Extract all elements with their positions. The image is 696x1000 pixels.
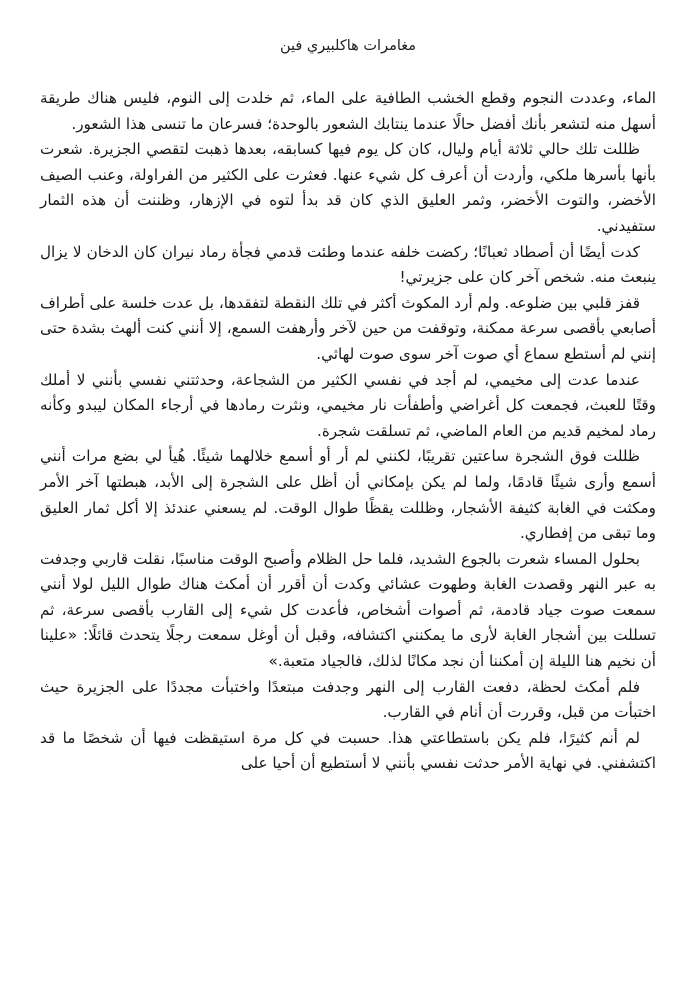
paragraph: لم أنم كثيرًا، فلم يكن باستطاعتي هذا. حسبت في كل مرة استيقظت فيها أن شخصًا ما قد اكتشفني. في نهاية الأمر حدثت نفسي بأنني لا أستطيع أن أحيا على bbox=[40, 728, 656, 773]
paragraph: عندما عدت إلى مخيمي، لم أجد في نفسي الكثير من الشجاعة، وحدثتني نفسي بأنني لا أملك وقتًا للعبث، فجمعت كل أغراضي وأطفأت نار مخيمي، ونثرت رمادها في أرجاء المكان ليبدو وكأنه رماد لمخيم قديم من العام الماضي، ثم تسلقت شجرة. bbox=[40, 370, 656, 440]
running-header-title: مغامرات هاكلبيري فين bbox=[279, 38, 417, 54]
paragraph: فلم أمكث لحظة، دفعت القارب إلى النهر وجدفت مبتعدًا واختبأت مجددًا على الجزيرة حيث اختبأت من قبل، وقررت أن أنام في القارب. bbox=[40, 677, 656, 722]
paragraph: كدت أيضًا أن أصطاد ثعبانًا؛ ركضت خلفه عندما وطئت قدمي فجأة رماد نيران كان الدخان لا يزال ينبعث منه. شخص آخر كان على جزيرتي! bbox=[40, 242, 656, 287]
paragraph: ظللت فوق الشجرة ساعتين تقريبًا، لكنني لم أر أو أسمع خلالهما شيئًا. هُيأ لي بضع مرات أنني أسمع وأرى شيئًا قادمًا، ولما لم يكن بإمكاني أن أظل على الشجرة إلى الأبد، هبطتها آخر الأمر ومكثت في الغابة كثيفة الأشجار، وظللت يقظًا طوال الوقت. لم يسعني عندئذ إلا أكل ثمار العليق وما تبقى من إفطاري. bbox=[40, 447, 656, 543]
paragraph: ظللت تلك حالي ثلاثة أيام وليال، كان كل يوم فيها كسابقه، بعدها ذهبت لتقصي الجزيرة. شعرت بأنها بأسرها ملكي، وأردت أن أعرف كل شيء عنها. فعثرت على الكثير من الفراولة، وعنب الصيف الأخضر، والتوت الأخضر، وثمر العليق الذي كان قد بدأ لتوه في الإزهار، وظننت أن هذه الثمار ستفيدني. bbox=[40, 140, 656, 235]
paragraph: قفز قلبي بين ضلوعه. ولم أرد المكوث أكثر في تلك النقطة لتفقدها، بل عدت خلسة على أطراف أصابعي بأقصى سرعة ممكنة، وتوقفت من حين لآخر وأرهفت السمع، إلا أنني كنت ألهث بشدة حتى إنني لم أستطع سماع أي صوت آخر سوى صوت لهاثي. bbox=[40, 293, 656, 363]
body-text bbox=[40, 86, 656, 777]
paragraph-continued: الماء، وعددت النجوم وقطع الخشب الطافية على الماء، ثم خلدت إلى النوم، فليس هناك طريقة أسهل منه لتشعر بأنك أفضل حالًا عندما ينتابك الشعور بالوحدة؛ فسرعان ما تنسى هذا الشعور. bbox=[40, 89, 656, 133]
paragraph: بحلول المساء شعرت بالجوع الشديد، فلما حل الظلام وأصبح الوقت مناسبًا، نقلت قاربي وجدفت به عبر النهر وقصدت الغابة وطهوت عشائي وكدت أن أقرر أن أمكث هناك طوال الليل لولا أنني سمعت صوت جياد قادمة، ثم أصوات أشخاص، فأعدت كل شيء إلى القارب بأقصى سرعة، ثم تسللت بين أشجار الغابة لأرى ما يمكنني اكتشافه، وقبل أن أوغل سمعت رجلًا يتحدث قائلًا: «علينا أن نخيم هنا الليلة إن أمكننا أن نجد مكانًا لذلك، فالجياد متعبة.» bbox=[40, 549, 656, 671]
